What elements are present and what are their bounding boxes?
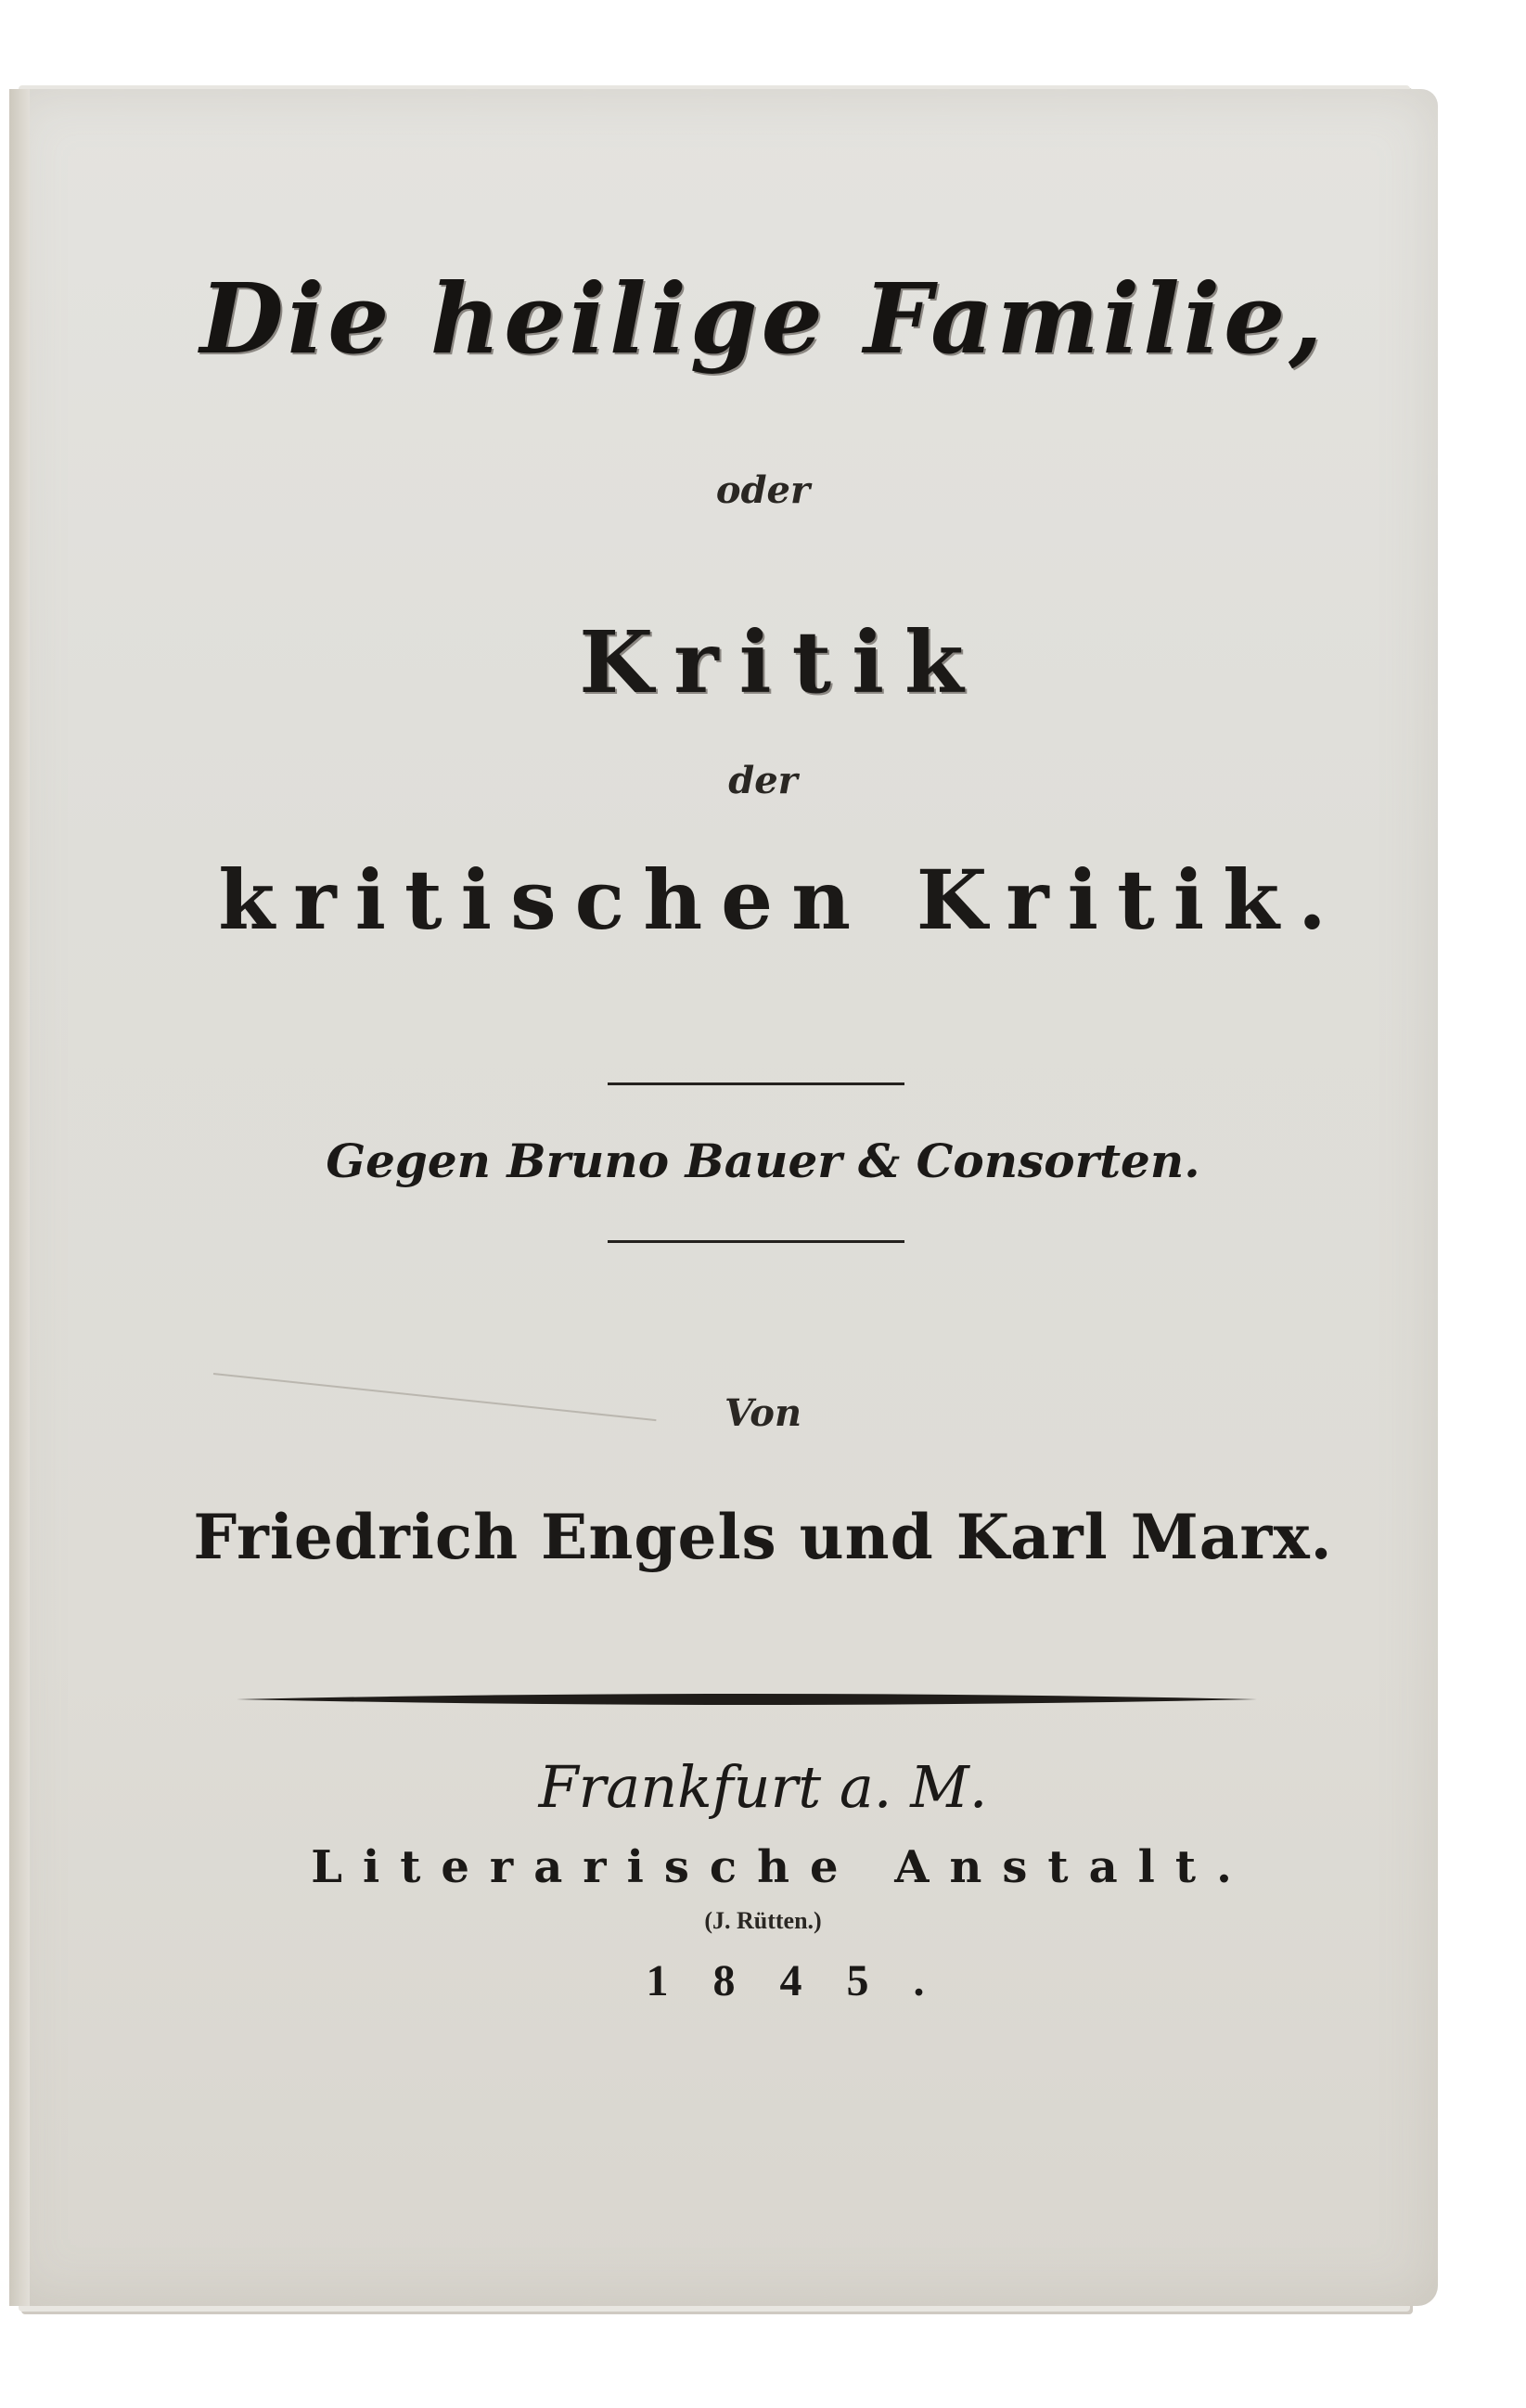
authors-line: Friedrich Engels und Karl Marx. (193, 1501, 1333, 1573)
city-imprint: Frankfurt a. M. (538, 1753, 988, 1821)
divider-rule-top (608, 1082, 904, 1085)
publisher-imprint: Literarische Anstalt. (311, 1841, 1252, 1893)
von-text: Von (724, 1391, 802, 1435)
divider-rule-bottom (608, 1240, 904, 1243)
against-line: Gegen Bruno Bauer & Consorten. (326, 1134, 1200, 1188)
subtitle-heading: kritischen Kritik. (218, 852, 1345, 948)
conjunction-text: oder (715, 468, 811, 512)
publication-year: 1845. (646, 1956, 969, 2005)
printer-imprint: (J. Rütten.) (704, 1907, 822, 1934)
swelled-rule (237, 1688, 1257, 1710)
book-title: Die heilige Familie, (199, 262, 1327, 376)
der-text: der (728, 759, 798, 802)
kritik-heading: Kritik (579, 612, 984, 712)
